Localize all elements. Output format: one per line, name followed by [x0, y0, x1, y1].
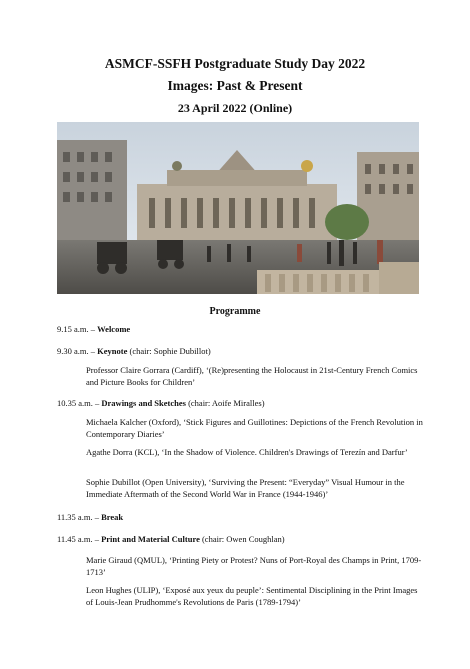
session-name: Break: [101, 512, 124, 522]
session-keynote: [57, 346, 427, 357]
session-name: Welcome: [97, 324, 131, 334]
event-date: 23 April 2022 (Online): [177, 101, 293, 115]
talk-entry: Sophie Dubillot (Open University), ‘Surviving the Present: “Everyday” Visual Humour in the Immediate Aftermath of the Second World War in France (1944-1946)’: [86, 477, 405, 499]
programme-heading: Programme: [209, 306, 261, 317]
talk-entry: Michaela Kalcher (Oxford), ‘Stick Figures and Guillotines: Depictions of the French Revolution in Contemporary Diaries’: [86, 417, 423, 439]
talk-entry: Marie Giraud (QMUL), ‘Printing Piety or Protest? Nuns of Port-Royal des Champs in Print, 1709-1713’: [86, 555, 422, 577]
paris-opera-photo: [57, 122, 419, 294]
talk-entry: Leon Hughes (ULIP), ‘Exposé aux yeux du peuple’: Sentimental Disciplining in the Print Images of Louis-Jean Prudhomme's Revolutions de Paris (1789-1794)’: [86, 585, 418, 607]
talk-entry: Agathe Dorra (KCL), ‘In the Shadow of Violence. Children's Drawings of Terezín and Darfur’: [86, 447, 408, 457]
session-chair: (chair: Sophie Dubillot): [127, 346, 211, 356]
session-name: Print and Material Culture: [101, 534, 200, 544]
session-time: 9.15 a.m. –: [57, 324, 98, 334]
session-chair: (chair: Owen Coughlan): [199, 534, 285, 544]
session-name: Keynote: [97, 346, 128, 356]
session-chair: (chair: Aoife Miralles): [185, 398, 265, 408]
session-time: 10.35 a.m. –: [57, 398, 102, 408]
session-welcome: [57, 324, 427, 335]
document-title: ASMCF-SSFH Postgraduate Study Day 2022: [104, 56, 366, 71]
talk-entry: Professor Claire Gorrara (Cardiff), ‘(Re)presenting the Holocaust in 21st-Century French Comics and Picture Books for Children’: [86, 365, 418, 387]
session-name: Drawings and Sketches: [101, 398, 186, 408]
session-print: [57, 534, 427, 545]
session-drawings: [57, 398, 427, 409]
session-time: 11.45 a.m. –: [57, 534, 102, 544]
session-time: 9.30 a.m. –: [57, 346, 98, 356]
session-time: 11.35 a.m. –: [57, 512, 102, 522]
document-subtitle: Images: Past & Present: [167, 78, 303, 93]
session-break: [57, 512, 427, 523]
